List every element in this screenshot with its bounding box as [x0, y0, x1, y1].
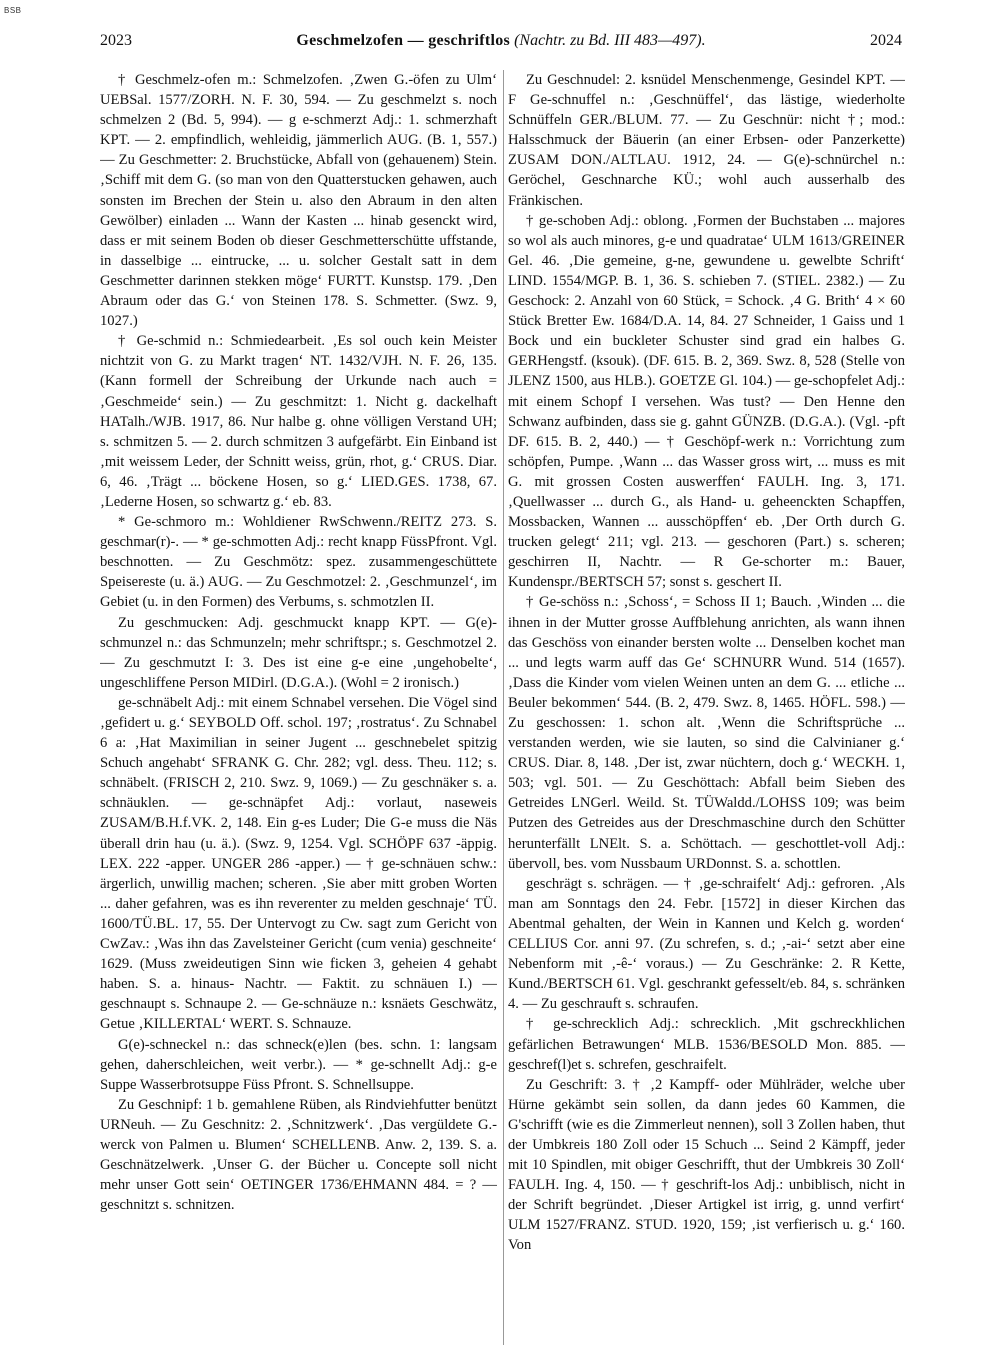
right-column: [508, 70, 905, 1370]
dictionary-entry: Zu Geschnudel: 2. ksnüdel Menschenmenge, Gesindel KPT. — F Ge-schnuffel n.: ‚Geschnüffel‘, das lästige, wiederholte Schnüffeln GER./BLUM. 77. — Zu Geschnür: nicht †; mod.: Halsschmuck der Bäuerin (an einer Erbsen- oder Panzerkette) ZUSAM DON./ALTLAU. 1912, 24. — G(e)-schnürchel n.: Geröchel, Geschnarche KÜ.; wohl auch ausserhalb des Fränkischen.: [508, 72, 905, 209]
column-divider: [503, 70, 504, 1345]
running-header: [100, 32, 902, 54]
dictionary-entry: † Geschmelz-ofen m.: Schmelzofen. ‚Zwen G.-öfen zu Ulm‘ UEBSal. 1577/ZORH. N. F. 30, 594. — Zu geschmelzt s. noch schmelzen 2 (Bd. 5, 994). — g e-schmerzt Adj.: 1. schmerzhaft KPT. — 2. empfindlich, wehleidig, jämmerlich AUG. (B. 1, 557.) — Zu Geschmetter: 2. Bruchstücke, Abfall von (gehauenem) Stein. ‚Schiff mit dem G. (so man von den Quatterstucken gehawen, auch sonsten im Brechen der Stein u. also den Abraum in den alten Gewölber) einladen ... Wann der Kasten ... hinab gesenckt wird, dass er mit seinem Boden ob dieser Geschmetterschütte uffstande, in dasselbige ... eintrucke, ... u. solcher Gestalt satt in dem Geschmetter darinnen stekken möge‘ FURTT. Kunstsp. 179. ‚Den Abraum oder das G.‘ von Steinen 178. S. Schmetter. (Swz. 9, 1027.): [100, 72, 497, 330]
library-stamp: BSB: [4, 6, 22, 15]
dictionary-entry: ge-schnäbelt Adj.: mit einem Schnabel versehen. Die Vögel sind ‚gefidert u. g.‘ SEYBOLD Off. schol. 197; ‚rostratus‘. Zu Schnabel 6 a: ‚Hat Maximilian in seiner Jugent ... geschnebelet spitzig Schuch angehabt‘ SFRANK G. Chr. 282; vgl. dess. Theu. 112; s. schnäbelt. (FRISCH 2, 210. Swz. 9, 1069.) — Zu geschnäker s. a. schnäuklen. — ge-schnäpfet Adj.: vorlaut, naseweis ZUSAM/B.H.f.VK. 2, 148. Ein g-es Luder; Die G-e muss die Näs überall drin hau (u. ä.). (Swz. 9, 1254. Vgl. SCHÖPF 637 -äppig. LEX. 222 -apper. UNGER 286 -apper.) — † ge-schnäuen schw.: ärgerlich, unwillig machen; scheren. ‚Sie aber mitt groben Worten ... daher gefahren, was es ihn reverenter zu melden geschnaje‘ TÜ. 1600/TÜ.BL. 17, 55. Der Untervogt zu Cw. sagt zum Gericht von CwZav.: ‚Was ihn das Zavelsteiner Gericht (cum venia) geschneite‘ 1629. (Muss zweideutigen Sinn wie ficken 3, geheien 4 gehabt haben. S. a. hinaus- Nachtr. — Faktit. zu schnäuen I.) — geschnaupt s. Schnaupe 2. — Ge-schnäuze n.: ksnäets Geschwätz, Getue ‚KILLERTAL‘ WERT. S. Schnauze.: [100, 694, 497, 1033]
header-title-line: [100, 32, 902, 50]
dictionary-entry: geschrägt s. schrägen. — † ‚ge-schraifelt‘ Adj.: gefroren. ‚Als man am Sonntags den 24. Febr. [1572] in dieser Kirchen das Abentmal gehalten, der Wein in Kannen und Kelch g. worden‘ CELLIUS Cor. anni 97. (Zu schrefen, s. d.; ‚-ai-‘ setzt aber eine Nebenform mit ‚-ê-‘ voraus.) — Zu Geschränke: 2. R Kette, Kund./BERTSCH 61. Vgl. geschrankt gefesselt/eb. 84, s. schränken 4. — Zu geschrauft s. schraufen.: [508, 875, 905, 1013]
page-number-left: 2023: [100, 32, 132, 49]
dictionary-entry: G(e)-schneckel n.: das schneck(e)len (bes. schn. 1: langsam gehen, daherschleichen, weit verbr.). — * ge-schnellt Adj.: g-e Suppe Wasserbrotsuppe Füss Pfront. S. Schnellsuppe.: [100, 1036, 497, 1093]
dictionary-entry: † ge-schrecklich Adj.: schrecklich. ‚Mit gschreckhlichen gefärlichen Betrawungen‘ MLB. 1536/BESOLD Mon. 885. — geschref(l)et s. schrefen, geschraifelt.: [508, 1016, 905, 1073]
dictionary-entry: Zu geschmucken: Adj. geschmuckt knapp KPT. — G(e)-schmunzel n.: das Schmunzeln; mehr schriftspr.; s. Geschmotzel 2. — Zu geschmutzt I: 3. Des ist eine g-e eine ‚ungehobelte‘, ungeschliffene Person MIDirl. (D.G.A.). (Wohl = 2 ironisch.): [100, 614, 497, 691]
left-column: [100, 70, 497, 1370]
page-number-right: 2024: [870, 32, 902, 49]
header-title: Geschmelzofen — geschriftlos: [296, 32, 511, 49]
dictionary-entry: † Ge-schöss n.: ‚Schoss‘, = Schoss II 1; Bauch. ‚Winden ... die ihnen in der Mutter grosse Auffblehung anrichten, als wann ihnen das Geschöss von einander bersten wolte ... Denselben kochet man ... und legts warm auff das Ge‘ SCHNURR Wund. 514 (1657). ‚Dass die Kinder vom vielen Weinen unten an dem G. ... etliche ... Beuler bekommen‘ 544. (B. 2, 479. Swz. 8, 1465. HÖFL. 598.) — Zu geschossen: 1. schon alt. ‚Wenn die Schriftsprüche ... verstanden werden, wie sie lauten, so sind die Calvinianer g.‘ CRUS. Diar. 8, 148. ‚Der ist, zwar nüchtern, doch g.‘ WECKH. 1, 503; vgl. 501. — Zu Geschöttach: Abfall beim Sieben des Getreides LNGerl. Weild. St. TÜWaldd./LOHSS 109; was beim Putzen des Getreides aus der Dreschmaschine durch den Schütter herunterfällt LNElt. S. a. Schöttach. — geschottlet-voll Adj.: übervoll, bes. vom Nussbaum URDonnst. S. a. schottlen.: [508, 594, 905, 872]
dictionary-entry: † Ge-schmid n.: Schmiedearbeit. ‚Es sol ouch kein Meister nichtzit von G. zu Markt tragen‘ NT. 1432/VJH. N. F. 26, 135. (Kann formell der Schreibung der Urkunde nach auch = ‚Geschmeide‘ sein.) — Zu geschmitzt: 1. Nicht g. dackelhaft HATalh./WJB. 1917, 86. Nur halbe g. ohne völligen Verstand UH; s. schmitzen 5. — 2. durch schmitzen 3 aufgefärbt. Ein Einband ist ‚mit weissem Leder, der Schnitt weiss, grün, rhot, g.‘ CRUS. Diar. 6, 46. ‚Trägt ... böckene Hosen, so g.‘ LIED.GES. 1738, 67. ‚Lederne Hosen, so schwartz g.‘ eb. 83.: [100, 333, 497, 510]
dictionary-entry: Zu Geschrift: 3. † ‚2 Kampff- oder Mühlräder, welche uber Hürne gekämbt sein sollen, da dann jedes 60 Kammen, die G'schrifft (wie es die Zimmerleut nennen), soll 3 Zollen haben, thut der Umbkreis 180 Zoll oder 15 Schuch ... Seind 2 Kämpff, jeder mit 10 Spindlen, mit obiger Geschrifft, thut der Umbkreis 30 Zoll‘ FAULH. Ing. 4, 150. — † geschrift-los Adj.: unbiblisch, nicht in der Schrift begründet. ‚Dieser Artigkel ist irrig, g. unnd verfirt‘ ULM 1527/FRANZ. STUD. 1920, 159; ‚ist verfierisch u. g.‘ 160. Von: [508, 1076, 905, 1254]
dictionary-entry: Zu Geschnipf: 1 b. gemahlene Rüben, als Rindviehfutter benützt URNeuh. — Zu Geschnitz: 2. ‚Schnitzwerk‘. ‚Das vergüldete G.-werck von Palmen u. Blumen‘ SCHELLENB. Anw. 2, 139. S. a. Geschnätzelwerk. ‚Unser G. der Bücher u. Concepte soll nicht mehr unser Gott sein‘ OETINGER 1736/EHMANN 484. = ? — geschnitzt s. schnitzen.: [100, 1096, 497, 1214]
dictionary-entry: * Ge-schmoro m.: Wohldiener RwSchwenn./REITZ 273. S. geschmar(r)-. — * ge-schmotten Adj.: recht knapp FüssPfront. Vgl. beschnotten. — Zu Geschmötz: spez. zusammengeschüttete Speisereste (u. ä.) AUG. — Zu Geschmotzel: 2. ‚Geschmunzel‘, im Gebiet (u. in den Formen) des Verbums, s. schmotzlen II.: [100, 514, 497, 611]
dictionary-entry: † ge-schoben Adj.: oblong. ‚Formen der Buchstaben ... majores so wol als auch minores, g-e und quadratae‘ ULM 1613/GREINER Gel. 46. ‚Die gemeine, g-ne, gewundene u. gewelbte Schrift‘ LIND. 1554/MGP. B. 1, 36. S. schieben 7. (STIEL. 2382.) — Zu Geschock: 2. Anzahl von 60 Stück, = Schock. ‚4 G. Brith‘ 4 × 60 Stück Bretter Ew. 1684/D.A. 14, 84. 27 Schneider, 1 Gaiss und 1 Bock und ein buckleter Schuster sind grad ein halbes G. GERHengstf. (ksouk). (DF. 615. B. 2, 369. Swz. 8, 528 (Stelle von JLENZ 1500, aus HLB.). GOETZE Gl. 104.) — ge-schopfelet Adj.: mit einem Schopf I versehen. Was tust? — Den Henne den Schwanz aufbinden, dass sie g. gahnt GÜNZB. (D.G.A.). (Vgl. -pft DF. 615. B. 2, 440.) — † Geschöpf-werk n.: Vorrichtung zum schöpfen, Pumpe. ‚Wann ... das Wasser gross wirt, ... muss es mit G. mit grossen Costen auswerffen‘ FAULH. Ing. 3, 171. ‚Quellwasser ... durch G., als Hand- u. geheenckten Schapffen, Mossbacken, Wannen ... ausschöpffen‘ eb. ‚Der Orth durch G. trucken gelegt‘ 211; vgl. 213. — geschoren (Part.) s. scheren; geschirren II, Nachtr. — R Ge-schorter m.: Bauer, Kundenspr./BERTSCH 57; sonst s. geschert II.: [508, 212, 905, 591]
header-subtitle: (Nachtr. zu Bd. III 483—497).: [514, 32, 706, 49]
